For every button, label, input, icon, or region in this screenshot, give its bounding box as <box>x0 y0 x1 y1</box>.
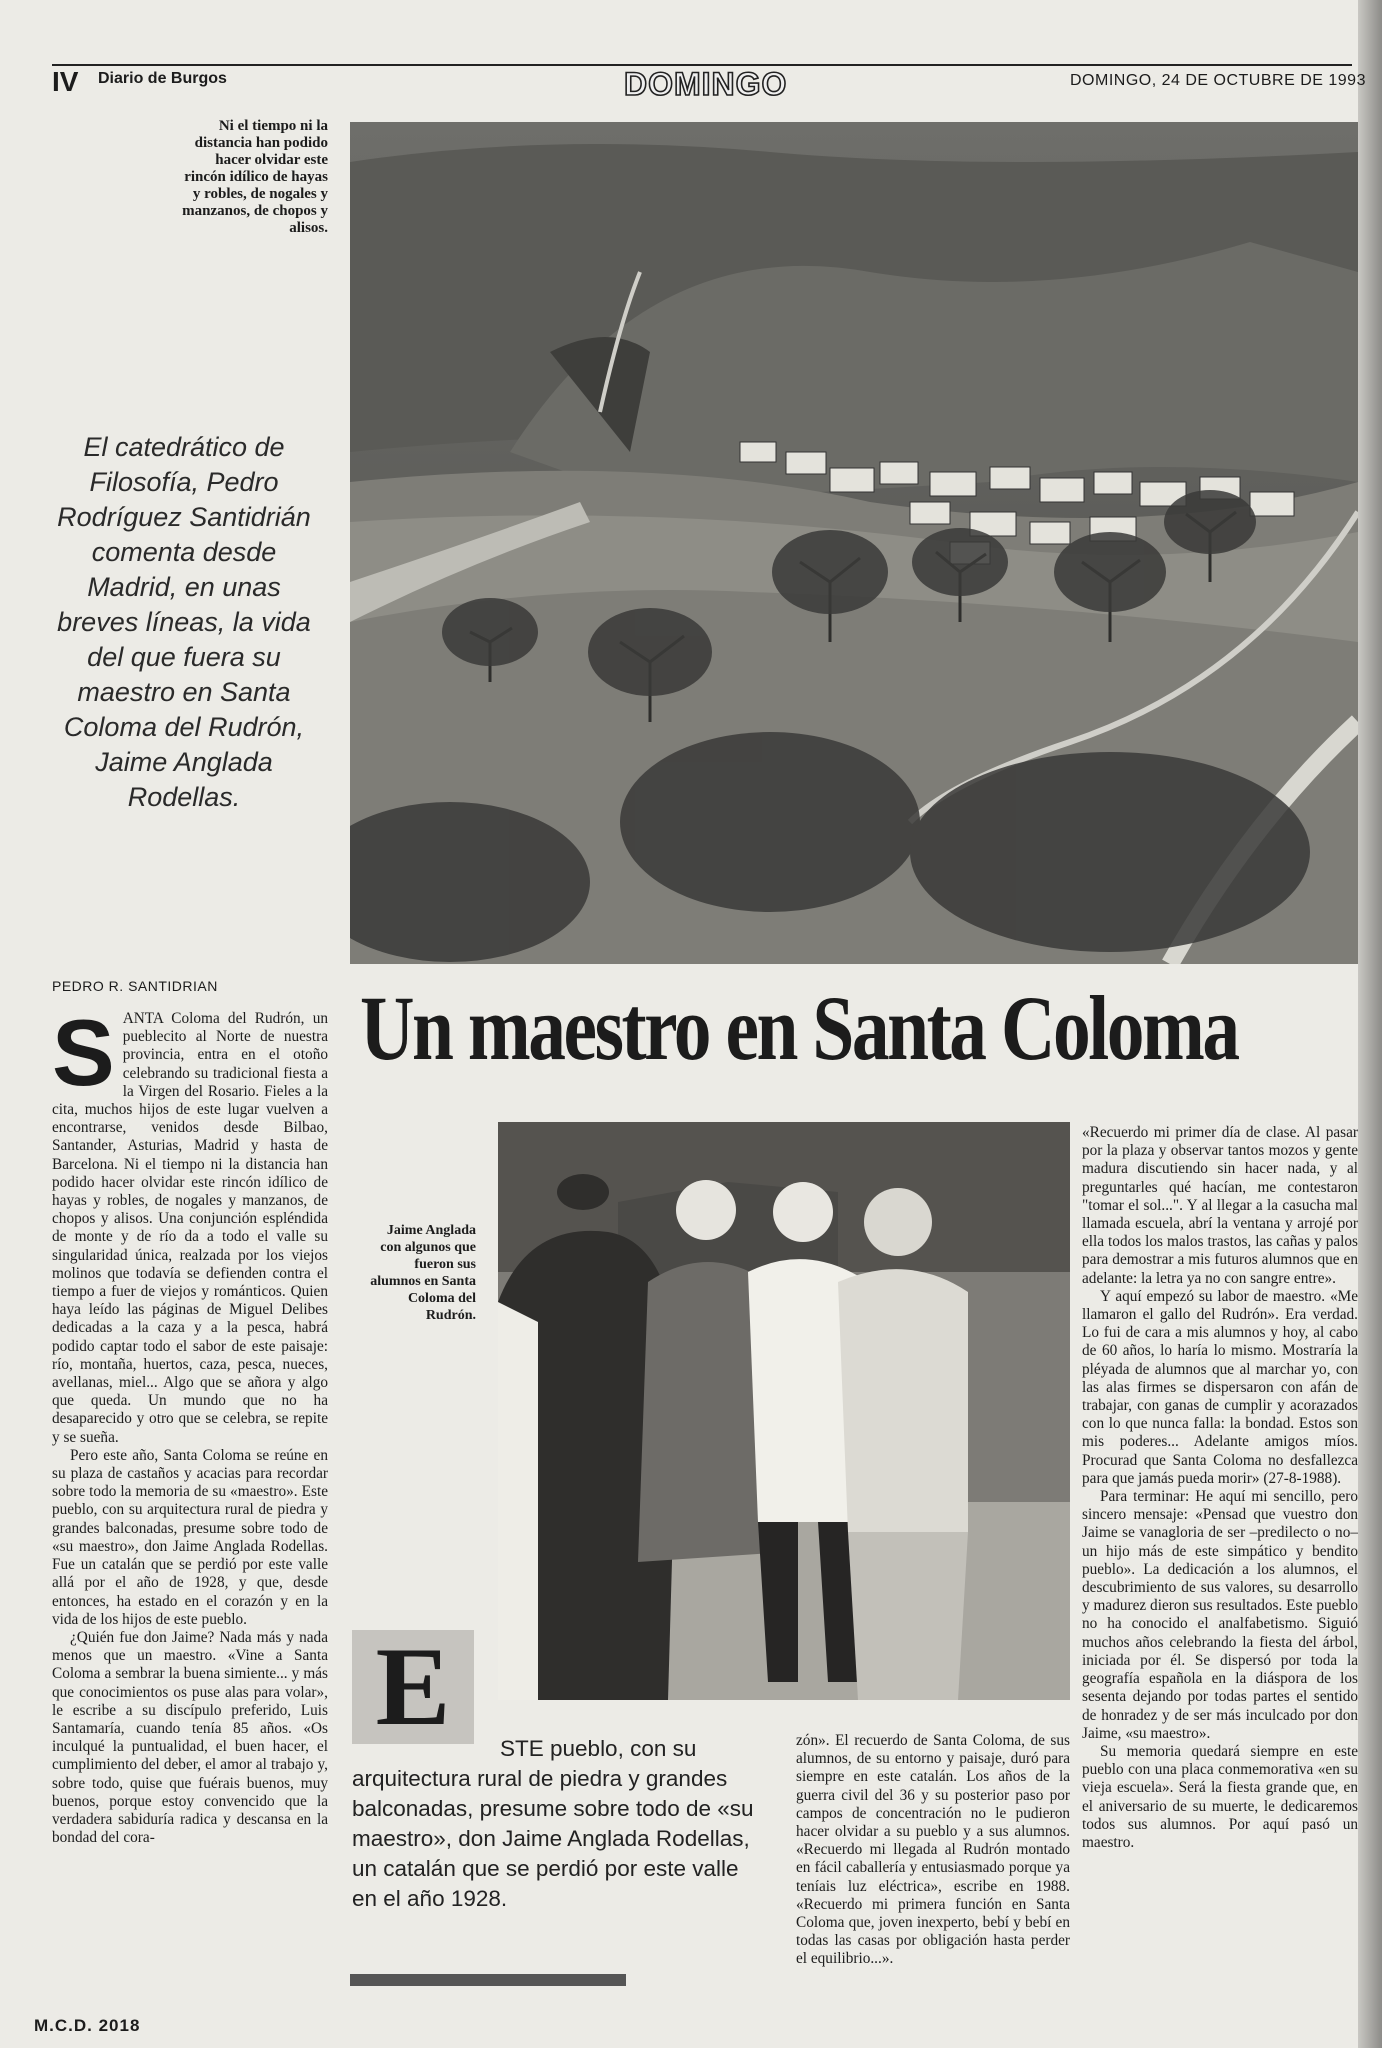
section-title: DOMINGO <box>624 66 788 102</box>
issue-date: DOMINGO, 24 DE OCTUBRE DE 1993 <box>1070 72 1366 89</box>
article-headline: Un maestro en Santa Coloma <box>360 977 1238 1079</box>
footer-credit: M.C.D. 2018 <box>34 2016 141 2035</box>
column3-paragraph-2: Y aquí empezó su labor de maestro. «Me llamaron el gallo del Rudrón». Era verdad. Lo fui de cara a mis alumnos y hoy, al cabo de 60 años, lo haría lo mismo. Mostraría la pléyada de alumnos que al marchar yo, con las alas firmes se dispersaron con afán de trabajar, con ganas de cumplir y acorazados con lo que nunca falla: la bondad. Estos son mis poderes... Adelante amigos míos. Procurad que Santa Coloma no desfallezca para que jamás pueda morir» (27-8-1988). <box>1082 1287 1358 1487</box>
page-edge-shadow <box>1358 0 1382 2048</box>
column2-paragraph-1: zón». El recuerdo de Santa Coloma, de sus alumnos, de su entorno y paisaje, duró para siempre en este catalán. Los años de la guerra civil del 36 y su posterior paso por campos de concentración no le pudieron hacer olvidar a su pueblo y a sus alumnos. «Recuerdo mi llegada al Rudrón montado en fácil caballería y entusiasmado porque ya teníais luz eléctrica», escribe en 1988. «Recuerdo mi primera función en Santa Coloma que, joven inexperto, bebí y bebí en todas las casas por obligación hasta perder el equilibrio...». <box>796 1732 1070 1968</box>
column1-paragraph-3: ¿Quién fue don Jaime? Nada más y nada menos que un maestro. «Vine a Santa Coloma a sembrar la buena simiente... y más que conocimientos os puse alas para volar», le escribe a su discípulo preferido, Luis Santamaría, cuando tenía 85 años. «Os inculqué la puntualidad, el buen hacer, el cumplimiento del deber, el amor al trabajo y, sobre todo, quise que fuérais buenos, muy buenos, porque estoy convencido que la verdadera sabiduría radica y descansa en la bondad del cora- <box>52 1628 328 1847</box>
article-intro: El catedrático de Filosofía, Pedro Rodríguez Santidrián comenta desde Madrid, en unas breves líneas, la vida del que fuera su maestro en Santa Coloma del Rudrón, Jaime Anglada Rodellas. <box>57 432 311 812</box>
group-photo-caption: Jaime Anglada con algunos que fueron sus alumnos en Santa Coloma del Rudrón. <box>370 1223 476 1323</box>
column3-paragraph-1: «Recuerdo mi primer día de clase. Al pasar por la plaza y observar tantos mozos y gente madura discutiendo sin hacer nada, y al preguntarles qué hacían, me contestaron "tomar el sol...". Y al llegar a la casucha mal llamada escuela, abrí la ventana y arrojé por ella todos los malos trastos, las cañas y palos para demostrar a mis futuros alumnos que en adelante: la letra ya no con sangre entre». <box>1082 1124 1358 1287</box>
column1-paragraph-2: Pero este año, Santa Coloma se reúne en su plaza de castaños y acacias para recordar sobre todo la memoria de su «maestro». Este pueblo, con su arquitectura rural de piedra y grandes balconadas, presume sobre todo de «su maestro», don Jaime Anglada Rodellas. Fue un catalán que se perdió por este valle allá por el año de 1928, y que, desde entonces, ha estado en el corazón y en la vida de los hijos de este pueblo. <box>52 1446 328 1628</box>
landscape-photo <box>350 122 1358 964</box>
group-photo <box>498 1122 1070 1700</box>
column3-paragraph-4: Su memoria quedará siempre en este pueblo con una placa conmemorativa «en su vieja escuela». Será la fiesta grande que, en el aniversario de su muerte, le dedicaremos todos sus alumnos. Por aquí pasó un maestro. <box>1082 1742 1358 1851</box>
column3-paragraph-3: Para terminar: He aquí mi sencillo, pero sincero mensaje: «Pensad que vuestro don Jaime se vanagloria de ser –predilecto o no– un hijo más de este simpático y bendito pueblo». La dedicación a los alumnos, el descubrimiento de sus valores, su desarrollo y madurez dieron sus resultados. Este pueblo no ha conocido el analfabetismo. Siguió muchos años celebrando la fiesta del árbol, iniciada por él. Se dispersó por toda la geografía española en la diáspora de los sesenta dejando por todas partes el sentido de honradez y de ser más inculcado por don Jaime, «su maestro». <box>1082 1488 1358 1742</box>
drop-cap: S <box>52 1010 115 1105</box>
newspaper-name: Diario de Burgos <box>98 70 227 87</box>
pullquote-text: STE pueblo, con su arquitectura rural de piedra y grandes balconadas, presume sobre todo de «su maestro», don Jaime Anglada Rodellas, un catalán que se perdió por este valle en el año 1928. <box>352 1736 754 1911</box>
article-column-2 <box>796 1732 1070 2032</box>
author-byline: PEDRO R. SANTIDRIAN <box>52 978 218 994</box>
pullquote-rule <box>350 1974 626 1986</box>
column1-paragraph-1: ANTA Coloma del Rudrón, un pueblecito al Norte de nuestra provincia, entra en el otoño celebrando su tradicional fiesta a la Virgen del Rosario. Fieles a la cita, muchos hijos de este lugar vuelven a encontrarse, venidos desde Bilbao, Santander, Asturias, Madrid y hasta de Barcelona. Ni el tiempo ni la distancia han podido hacer olvidar este rincón idílico de hayas y robles, de nogales y manzanos, de chopos y alisos. Una conjunción espléndida de monte y de río da a todo el valle su singularidad única, realzada por los viejos molinos que todavía se defienden contra el tiempo a fuer de viejos y románticos. Quien haya leído las páginas de Miguel Delibes dedicadas a la caza y a la pesca, habrá podido captar todo el sabor de este paisaje: río, montaña, huertos, caza, pesca, nueces, avellanas, miel... Algo que se añora y algo que queda. Un mundo que no ha desaparecido y otro que se celebra, se repite y se sueña. <box>52 1010 328 1446</box>
pullquote-initial: E <box>352 1630 474 1744</box>
article-column-3 <box>1082 1124 1358 2024</box>
article-column-1 <box>52 1010 328 2010</box>
landscape-caption: Ni el tiempo ni la distancia han podido hacer olvidar este rincón idílico de hayas y robles, de nogales y manzanos, de chopos y alisos. <box>182 118 328 236</box>
page-number: IV <box>52 66 79 97</box>
pullquote <box>352 1734 757 1914</box>
